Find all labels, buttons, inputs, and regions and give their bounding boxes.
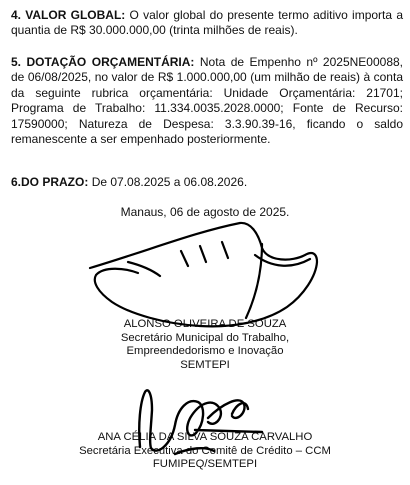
signatory-2-role: Secretária Executiva do Comitê de Crédito – CCM — [79, 444, 331, 457]
signatory-2-org: FUMIPEQ/SEMTEPI — [152, 458, 258, 471]
signatory-2-name: ANA CÉLIA DA SILVA SOUZA CARVALHO — [97, 431, 313, 443]
clause-5-line-1 — [11, 55, 403, 70]
clause-4 — [11, 8, 403, 39]
place-date: Manaus, 06 de agosto de 2025. — [120, 205, 290, 219]
clause-4-heading: 4. VALOR GLOBAL: — [11, 8, 126, 22]
signatory-1-org: SEMTEPI — [180, 358, 230, 371]
clause-4-line-1 — [11, 8, 403, 23]
signatory-1-role-2: Empreendedorismo e Inovação — [126, 345, 284, 358]
clause-6 — [11, 175, 403, 190]
clause-5-text-1: Nota de Empenho nº 2025NE00088, — [199, 55, 403, 69]
signatory-1-block — [0, 318, 410, 372]
signatory-1-name: ALONSO OLIVEIRA DE SOUZA — [123, 318, 287, 330]
clause-5 — [11, 55, 403, 147]
signatory-1-role-1: Secretário Municipal do Trabalho, — [120, 331, 290, 344]
clause-6-heading: 6.DO PRAZO: — [11, 175, 89, 189]
clause-5-line-2: de 06/08/2025, no valor de R$ 1.000.000,00 (um milhão de reais) à conta — [11, 70, 403, 85]
clause-4-line-2: quantia de R$ 30.000.000,00 (trinta milhões de reais). — [11, 23, 298, 38]
clause-6-line — [11, 175, 403, 190]
clause-4-text-1: O valor global do presente termo aditivo importa a — [129, 8, 403, 22]
clause-5-line-3: da seguinte rubrica orçamentária: Unidade Orçamentária: 21701; — [11, 85, 403, 100]
clause-6-text: De 07.08.2025 a 06.08.2026. — [91, 175, 248, 189]
clause-5-line-4: Programa de Trabalho: 11.334.0035.2028.0000; Fonte de Recurso: — [11, 101, 403, 116]
clause-5-heading: 5. DOTAÇÃO ORÇAMENTÁRIA: — [11, 55, 195, 69]
clause-5-line-5: 17590000; Natureza de Despesa: 3.3.90.39-16, ficando o saldo — [11, 116, 403, 131]
signature-1-handwritten — [90, 223, 317, 326]
signatory-2-block — [0, 431, 410, 472]
clause-5-line-6: remanescente a ser empenhado posteriormente. — [11, 132, 271, 147]
